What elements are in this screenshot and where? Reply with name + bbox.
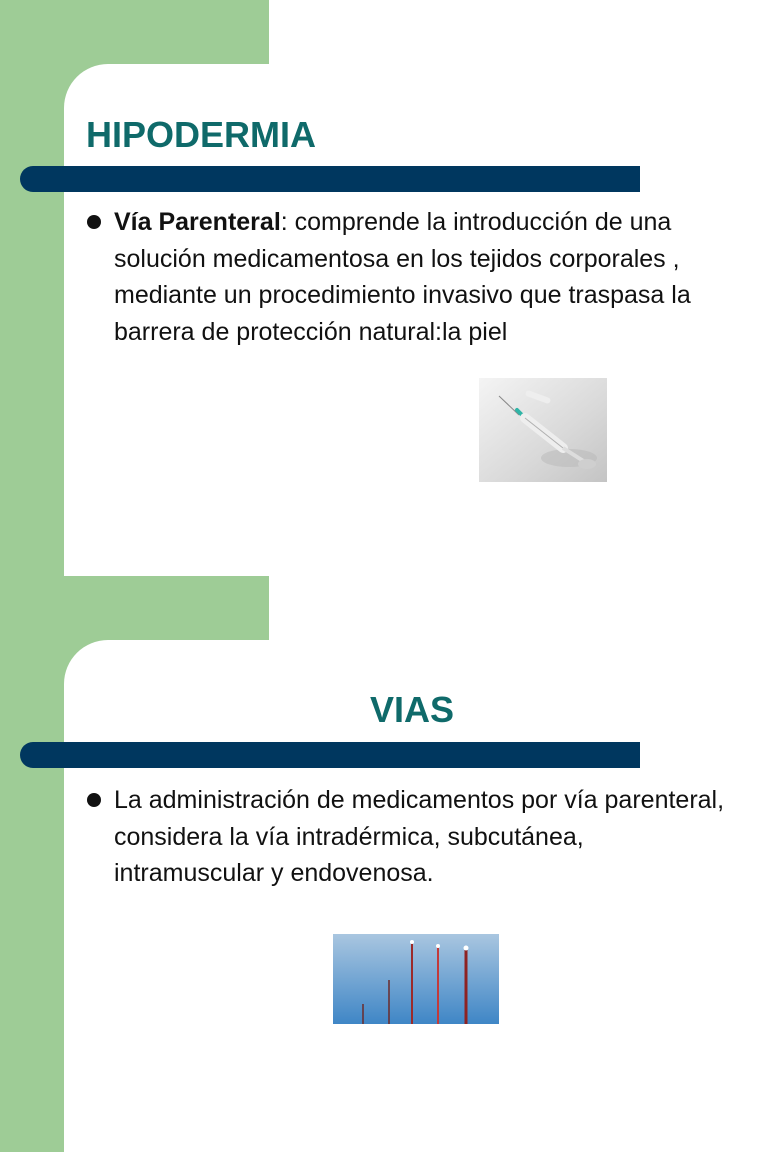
bullet-body: : comprende la introducción de una solución medicamentosa en los tejidos corporales , mediante un procedimiento invasivo que traspasa la barrera de protección natural:la piel — [114, 208, 691, 346]
slide-title: HIPODERMIA — [86, 114, 317, 155]
bullet-item — [84, 204, 734, 350]
slide-title: VIAS — [369, 689, 455, 730]
slide-vias — [0, 576, 768, 1152]
bullet-text: La administración de medicamentos por vía parenteral, considera la vía intradérmica, subcutánea, intramuscular y endovenosa. — [114, 786, 725, 887]
vials-icon — [333, 934, 499, 1024]
bullet-icon — [87, 793, 101, 807]
bullet-text — [114, 204, 734, 350]
bullet-bold-term: Vía Parenteral — [114, 208, 281, 236]
bullet-icon — [87, 215, 101, 229]
syringe-icon — [479, 378, 607, 482]
title-underline-bar — [20, 166, 640, 192]
bullet-item — [84, 782, 734, 892]
title-underline-bar — [20, 742, 640, 768]
